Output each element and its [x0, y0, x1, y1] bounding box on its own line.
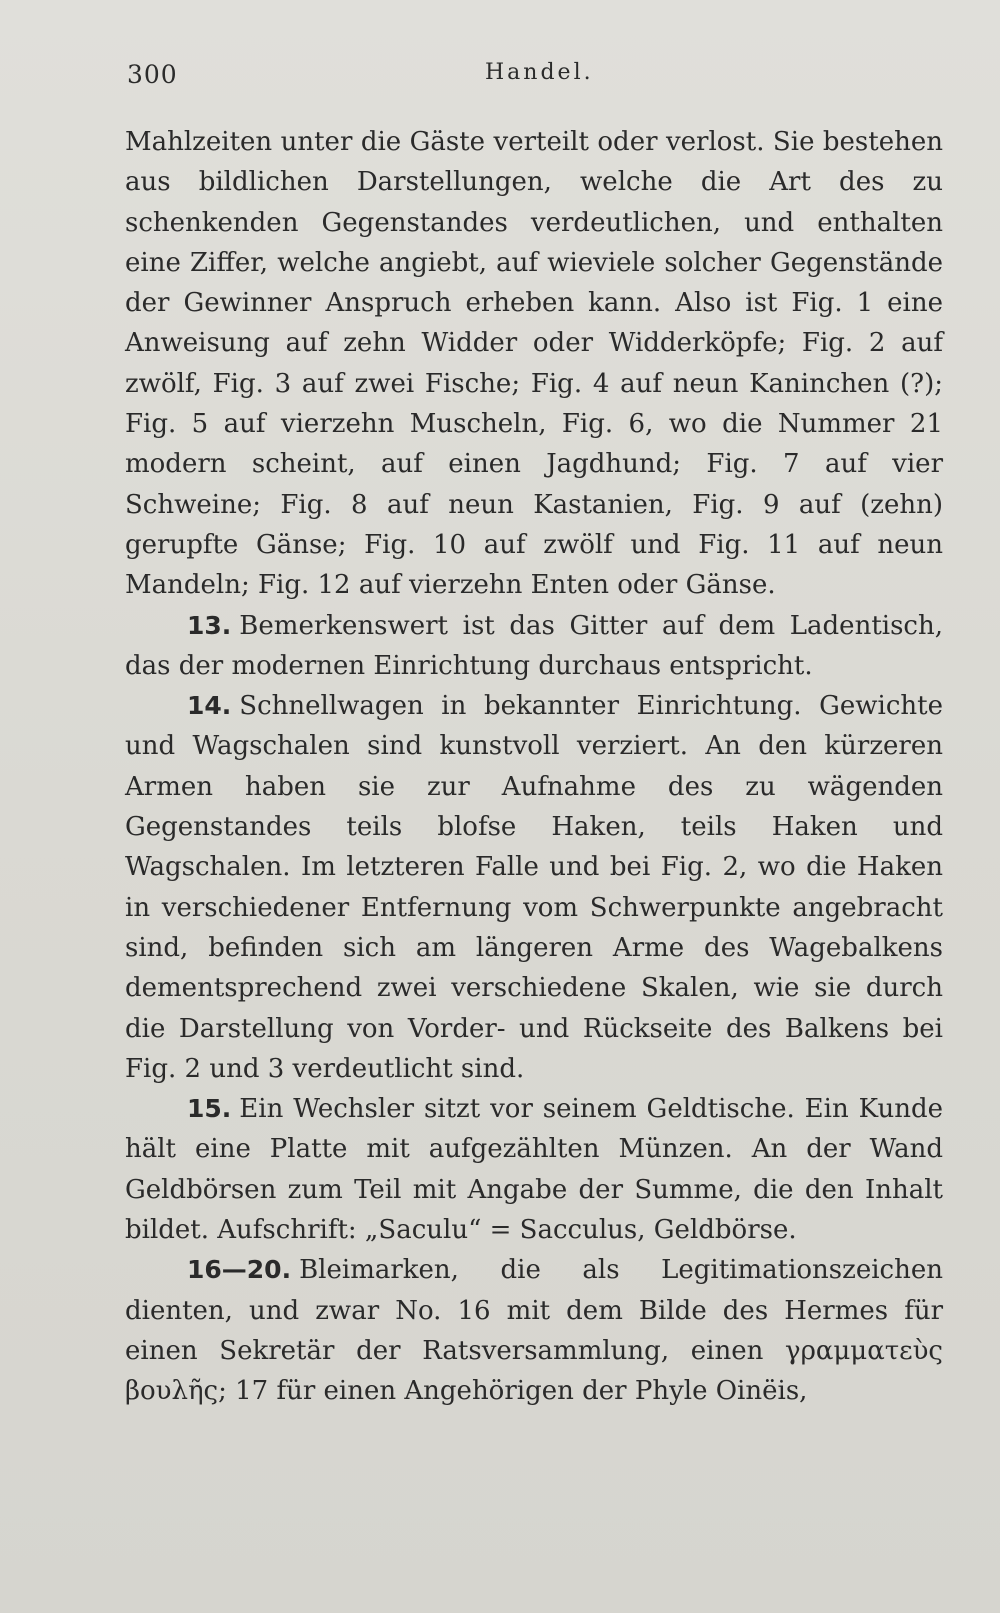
paragraph — [125, 1250, 943, 1411]
body-text — [125, 122, 943, 1412]
paragraph-text: Bemerkenswert ist das Gitter auf dem Ladentisch, das der modernen Einrichtung durchaus entspricht. — [125, 610, 943, 681]
page-header — [125, 60, 945, 100]
paragraph — [125, 686, 943, 1089]
paragraph-text: Bleimarken, die als Legitimationszeichen dienten, und zwar No. 16 mit dem Bilde des Hermes für einen Sekretär der Ratsversammlung, einen γραμματεὺς βουλῆς; 17 für einen Angehörigen der Phyle Oinëis, — [125, 1255, 943, 1407]
paragraph-number: 14. — [187, 691, 232, 721]
paragraph-text: Ein Wechsler sitzt vor seinem Geldtische. Ein Kunde hält eine Platte mit aufgezählten Münzen. An der Wand Geldbörsen zum Teil mit Angabe der Summe, die den Inhalt bildet. Aufschrift: „Saculu“ = Sacculus, Geldbörse. — [125, 1094, 943, 1246]
paragraph-number: 13. — [187, 610, 232, 640]
page-number: 300 — [127, 60, 178, 89]
paragraph-text: Schnellwagen in bekannter Einrichtung. Gewichte und Wagschalen sind kunstvoll verziert. An den kürzeren Armen haben sie zur Aufnahme des zu wägenden Gegenstandes teils blofse Haken, teils Haken und Wagschalen. Im letzteren Falle und bei Fig. 2, wo die Haken in verschiedener Entfernung vom Schwerpunkte angebracht sind, befinden sich am längeren Arme des Wagebalkens dementsprechend zwei verschiedene Skalen, wie sie durch die Darstellung von Vorder- und Rückseite des Balkens bei Fig. 2 und 3 verdeutlicht sind. — [125, 691, 943, 1084]
paragraph — [125, 606, 943, 687]
paragraph-number: 16—20. — [187, 1255, 292, 1285]
paragraph-text: Mahlzeiten unter die Gäste verteilt oder verlost. Sie bestehen aus bildlichen Darstellungen, welche die Art des zu schenkenden Gegenstandes verdeutlichen, und enthalten eine Ziffer, welche angiebt, auf wieviele solcher Gegenstände der Gewinner Anspruch erheben kann. Also ist Fig. 1 eine Anweisung auf zehn Widder oder Widderköpfe; Fig. 2 auf zwölf, Fig. 3 auf zwei Fische; Fig. 4 auf neun Kaninchen (?); Fig. 5 auf vierzehn Muscheln, Fig. 6, wo die Nummer 21 modern scheint, auf einen Jagdhund; Fig. 7 auf vier Schweine; Fig. 8 auf neun Kastanien, Fig. 9 auf (zehn) gerupfte Gänse; Fig. 10 auf zwölf und Fig. 11 auf neun Mandeln; Fig. 12 auf vierzehn Enten oder Gänse. — [125, 127, 943, 601]
paragraph — [125, 122, 943, 606]
running-head: Handel. — [485, 60, 594, 85]
paragraph-number: 15. — [187, 1094, 232, 1124]
paragraph — [125, 1089, 943, 1250]
